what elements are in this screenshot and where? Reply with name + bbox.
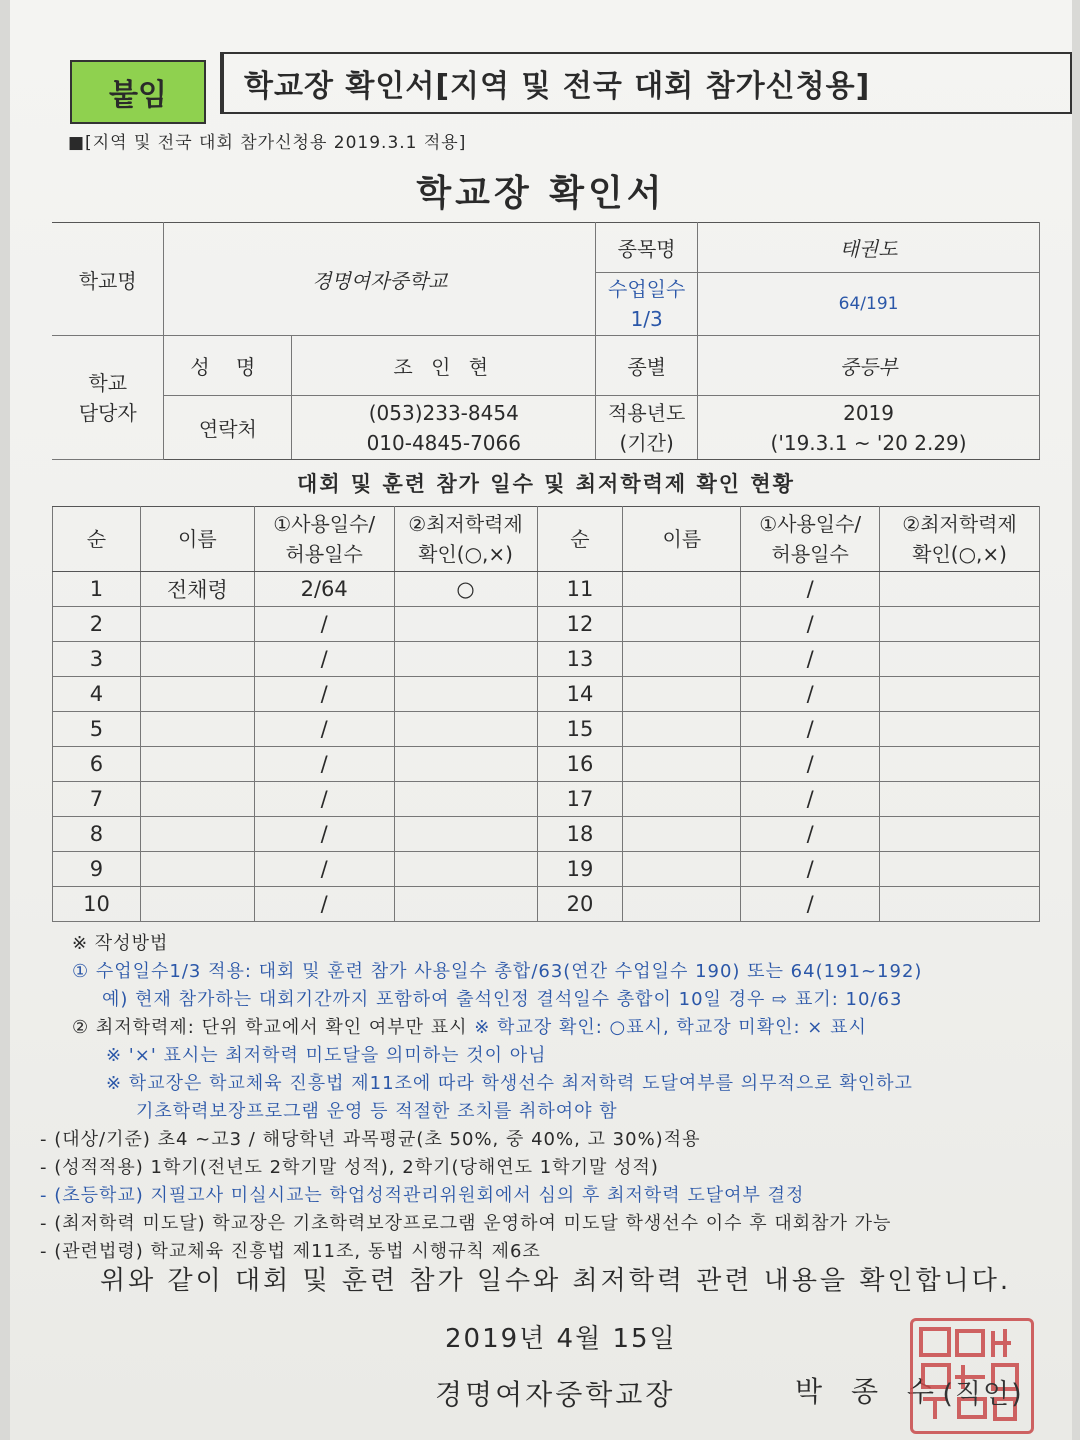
row-check-right (880, 712, 1040, 747)
class-days-label (596, 273, 698, 336)
row-num-right: 17 (537, 782, 623, 817)
row-check-right (880, 572, 1040, 607)
row-check-right (880, 677, 1040, 712)
participation-header-row (53, 507, 1040, 572)
class-days-label-line2: 1/3 (630, 307, 663, 331)
row-num-right: 16 (537, 747, 623, 782)
row-name-left (140, 852, 254, 887)
row-name-right (623, 712, 741, 747)
row-check-left (394, 747, 537, 782)
participation-row (53, 887, 1040, 922)
row-num-right: 13 (537, 642, 623, 677)
division-value: 중등부 (698, 336, 1040, 396)
row-check-right (880, 782, 1040, 817)
year-value: 2019 (843, 400, 895, 425)
bullet-elementary: - (초등학교) 지필고사 미실시교는 학업성적관리위원회에서 심의 후 최저학력 도달여부 결정 (40, 1185, 805, 1206)
row-check-left (394, 817, 537, 852)
row-days-right: / (741, 852, 880, 887)
row-num-left: 3 (53, 642, 141, 677)
col-days-left-line2: 허용일수 (285, 542, 363, 566)
col-check-left-line2: 확인(○,×) (418, 542, 513, 566)
col-days-right-line1: ①사용일수/ (759, 512, 862, 536)
note-2-main: ② 최저학력제: 단위 학교에서 확인 여부만 표시 (72, 1017, 468, 1038)
row-check-right (880, 817, 1040, 852)
event-value: 태권도 (698, 223, 1040, 273)
col-check-right-line2: 확인(○,×) (912, 542, 1007, 566)
row-check-left (394, 677, 537, 712)
applicable-note: ■[지역 및 전국 대회 참가신청용 2019.3.1 적용] (68, 133, 467, 153)
row-num-right: 19 (537, 852, 623, 887)
row-check-right (880, 887, 1040, 922)
row-check-right (880, 607, 1040, 642)
bullet-grade-application: - (성적적용) 1학기(전년도 2학기말 성적), 2학기(당해연도 1학기말 성적) (40, 1157, 659, 1178)
contact-person-label (52, 336, 164, 460)
seal-label: (직인) (942, 1379, 1024, 1410)
row-name-right (623, 677, 741, 712)
col-check-right (880, 507, 1040, 572)
class-days-label-line1: 수업일수 (608, 277, 686, 301)
row-days-left: / (254, 642, 394, 677)
col-days-right-line2: 허용일수 (771, 542, 849, 566)
row-days-left: / (254, 712, 394, 747)
row-num-left: 6 (53, 747, 141, 782)
note-1-line2: 예) 현재 참가하는 대회기간까지 포함하여 출석인정 결석일수 총합이 10일 경우 ⇨ 표기: 10/63 (102, 989, 903, 1010)
phone-values (292, 396, 596, 460)
col-check-left (394, 507, 537, 572)
notes-heading: ※ 작성방법 (72, 933, 169, 954)
row-days-left: / (254, 817, 394, 852)
year-label-line1: 적용년도 (608, 400, 686, 425)
note-2-line2: ※ '×' 표시는 최저학력 미도달을 의미하는 것이 아님 (106, 1045, 547, 1066)
note-2-line1 (72, 1014, 1052, 1042)
participation-row (53, 817, 1040, 852)
row-check-left: ○ (394, 572, 537, 607)
school-name-value: 경명여자중학교 (164, 223, 596, 336)
participation-row (53, 572, 1040, 607)
confirmation-statement: 위와 같이 대회 및 훈련 참가 일수와 최저학력 관련 내용을 확인합니다. (100, 1266, 1012, 1296)
row-name-right (623, 642, 741, 677)
document-page (10, 0, 1072, 1440)
year-values (698, 396, 1040, 460)
participation-row (53, 677, 1040, 712)
row-check-left (394, 712, 537, 747)
row-num-left: 5 (53, 712, 141, 747)
col-days-right (741, 507, 880, 572)
participation-row (53, 747, 1040, 782)
row-name-right (623, 817, 741, 852)
row-days-left: / (254, 607, 394, 642)
row-name-right (623, 887, 741, 922)
row-num-right: 14 (537, 677, 623, 712)
col-check-right-line1: ②최저학력제 (902, 512, 1017, 536)
col-days-left (254, 507, 394, 572)
col-days-left-line1: ①사용일수/ (273, 512, 376, 536)
row-num-right: 12 (537, 607, 623, 642)
year-period: ('19.3.1 ~ '20 2.29) (770, 430, 967, 455)
row-num-right: 18 (537, 817, 623, 852)
row-num-right: 20 (537, 887, 623, 922)
row-num-left: 10 (53, 887, 141, 922)
col-num-left: 순 (53, 507, 141, 572)
row-name-left (140, 817, 254, 852)
row-name-left (140, 782, 254, 817)
row-num-left: 9 (53, 852, 141, 887)
row-num-right: 15 (537, 712, 623, 747)
division-label: 종별 (596, 336, 698, 396)
col-name-right: 이름 (623, 507, 741, 572)
row-days-left: / (254, 887, 394, 922)
row-num-left: 2 (53, 607, 141, 642)
seal-label-area (918, 1316, 1048, 1426)
row-name-right (623, 852, 741, 887)
row-check-left (394, 782, 537, 817)
row-check-left (394, 607, 537, 642)
row-check-left (394, 887, 537, 922)
principal-title: 경명여자중학교장 (435, 1378, 676, 1411)
principal-name: 박 종 수 (795, 1375, 944, 1408)
name-value: 조 인 현 (292, 336, 596, 396)
year-label (596, 396, 698, 460)
participation-row (53, 852, 1040, 887)
participation-table (52, 506, 1040, 922)
row-name-left (140, 677, 254, 712)
issue-date: 2019년 4월 15일 (445, 1324, 677, 1354)
row-days-left: / (254, 852, 394, 887)
row-name-left (140, 607, 254, 642)
row-check-left (394, 852, 537, 887)
row-days-right: / (741, 887, 880, 922)
participation-row (53, 607, 1040, 642)
phone-2: 010-4845-7066 (366, 430, 521, 455)
row-name-left (140, 642, 254, 677)
row-name-left (140, 887, 254, 922)
row-num-left: 4 (53, 677, 141, 712)
row-days-right: / (741, 712, 880, 747)
phone-label: 연락처 (164, 396, 292, 460)
note-2-mark-rule: ※ 학교장 확인: ○표시, 학교장 미확인: × 표시 (474, 1017, 867, 1038)
row-check-right (880, 642, 1040, 677)
col-name-left: 이름 (140, 507, 254, 572)
row-check-right (880, 747, 1040, 782)
row-days-left: / (254, 782, 394, 817)
attachment-label: 붙임 (70, 60, 206, 124)
row-name-left: 전채령 (140, 572, 254, 607)
col-num-right: 순 (537, 507, 623, 572)
row-days-right: / (741, 677, 880, 712)
school-name-label: 학교명 (52, 223, 164, 336)
document-title: 학교장 확인서 (416, 173, 666, 214)
row-days-left: 2/64 (254, 572, 394, 607)
participation-section-title: 대회 및 훈련 참가 일수 및 최저학력제 확인 현황 (297, 472, 795, 496)
contact-person-label-line1: 학교 (88, 370, 128, 395)
header-title: 학교장 확인서[지역 및 전국 대회 참가신청용] (220, 52, 1072, 114)
row-days-right: / (741, 817, 880, 852)
row-check-left (394, 642, 537, 677)
contact-person-label-line2: 담당자 (78, 400, 137, 425)
note-1-line1: ① 수업일수1/3 적용: 대회 및 훈련 참가 사용일수 총합/63(연간 수업일수 190) 또는 64(191~192) (72, 961, 923, 982)
note-2-line4: 기초학력보장프로그램 운영 등 적절한 조치를 취하여야 함 (136, 1101, 618, 1122)
school-info-table (52, 222, 1040, 460)
col-check-left-line1: ②최저학력제 (408, 512, 523, 536)
row-name-right (623, 782, 741, 817)
row-name-right (623, 607, 741, 642)
bullet-related-law: - (관련법령) 학교체육 진흥법 제11조, 동법 시행규칙 제6조 (40, 1241, 541, 1262)
row-name-left (140, 747, 254, 782)
row-days-left: / (254, 747, 394, 782)
row-days-left: / (254, 677, 394, 712)
row-days-right: / (741, 607, 880, 642)
year-label-line2: (기간) (619, 430, 674, 455)
participation-rows (53, 572, 1040, 922)
participation-row (53, 782, 1040, 817)
row-check-right (880, 852, 1040, 887)
participation-row (53, 642, 1040, 677)
row-days-right: / (741, 572, 880, 607)
instructions (40, 930, 1052, 1266)
row-num-left: 1 (53, 572, 141, 607)
row-name-right (623, 572, 741, 607)
row-num-right: 11 (537, 572, 623, 607)
phone-1: (053)233-8454 (368, 400, 519, 425)
row-num-left: 7 (53, 782, 141, 817)
row-days-right: / (741, 747, 880, 782)
row-days-right: / (741, 782, 880, 817)
bullet-not-reached: - (최저학력 미도달) 학교장은 기초학력보장프로그램 운영하여 미도달 학생선수 이수 후 대회참가 가능 (40, 1213, 892, 1234)
row-num-left: 8 (53, 817, 141, 852)
class-days-value: 64/191 (698, 273, 1040, 336)
row-name-right (623, 747, 741, 782)
bullet-target-criteria: - (대상/기준) 초4 ~고3 / 해당학년 과목평균(초 50%, 중 40%, 고 30%)적용 (40, 1129, 701, 1150)
note-2-line3: ※ 학교장은 학교체육 진흥법 제11조에 따라 학생선수 최저학력 도달여부를 의무적으로 확인하고 (106, 1073, 913, 1094)
row-days-right: / (741, 642, 880, 677)
event-label: 종목명 (596, 223, 698, 273)
participation-row (53, 712, 1040, 747)
row-name-left (140, 712, 254, 747)
name-label: 성 명 (164, 336, 292, 396)
